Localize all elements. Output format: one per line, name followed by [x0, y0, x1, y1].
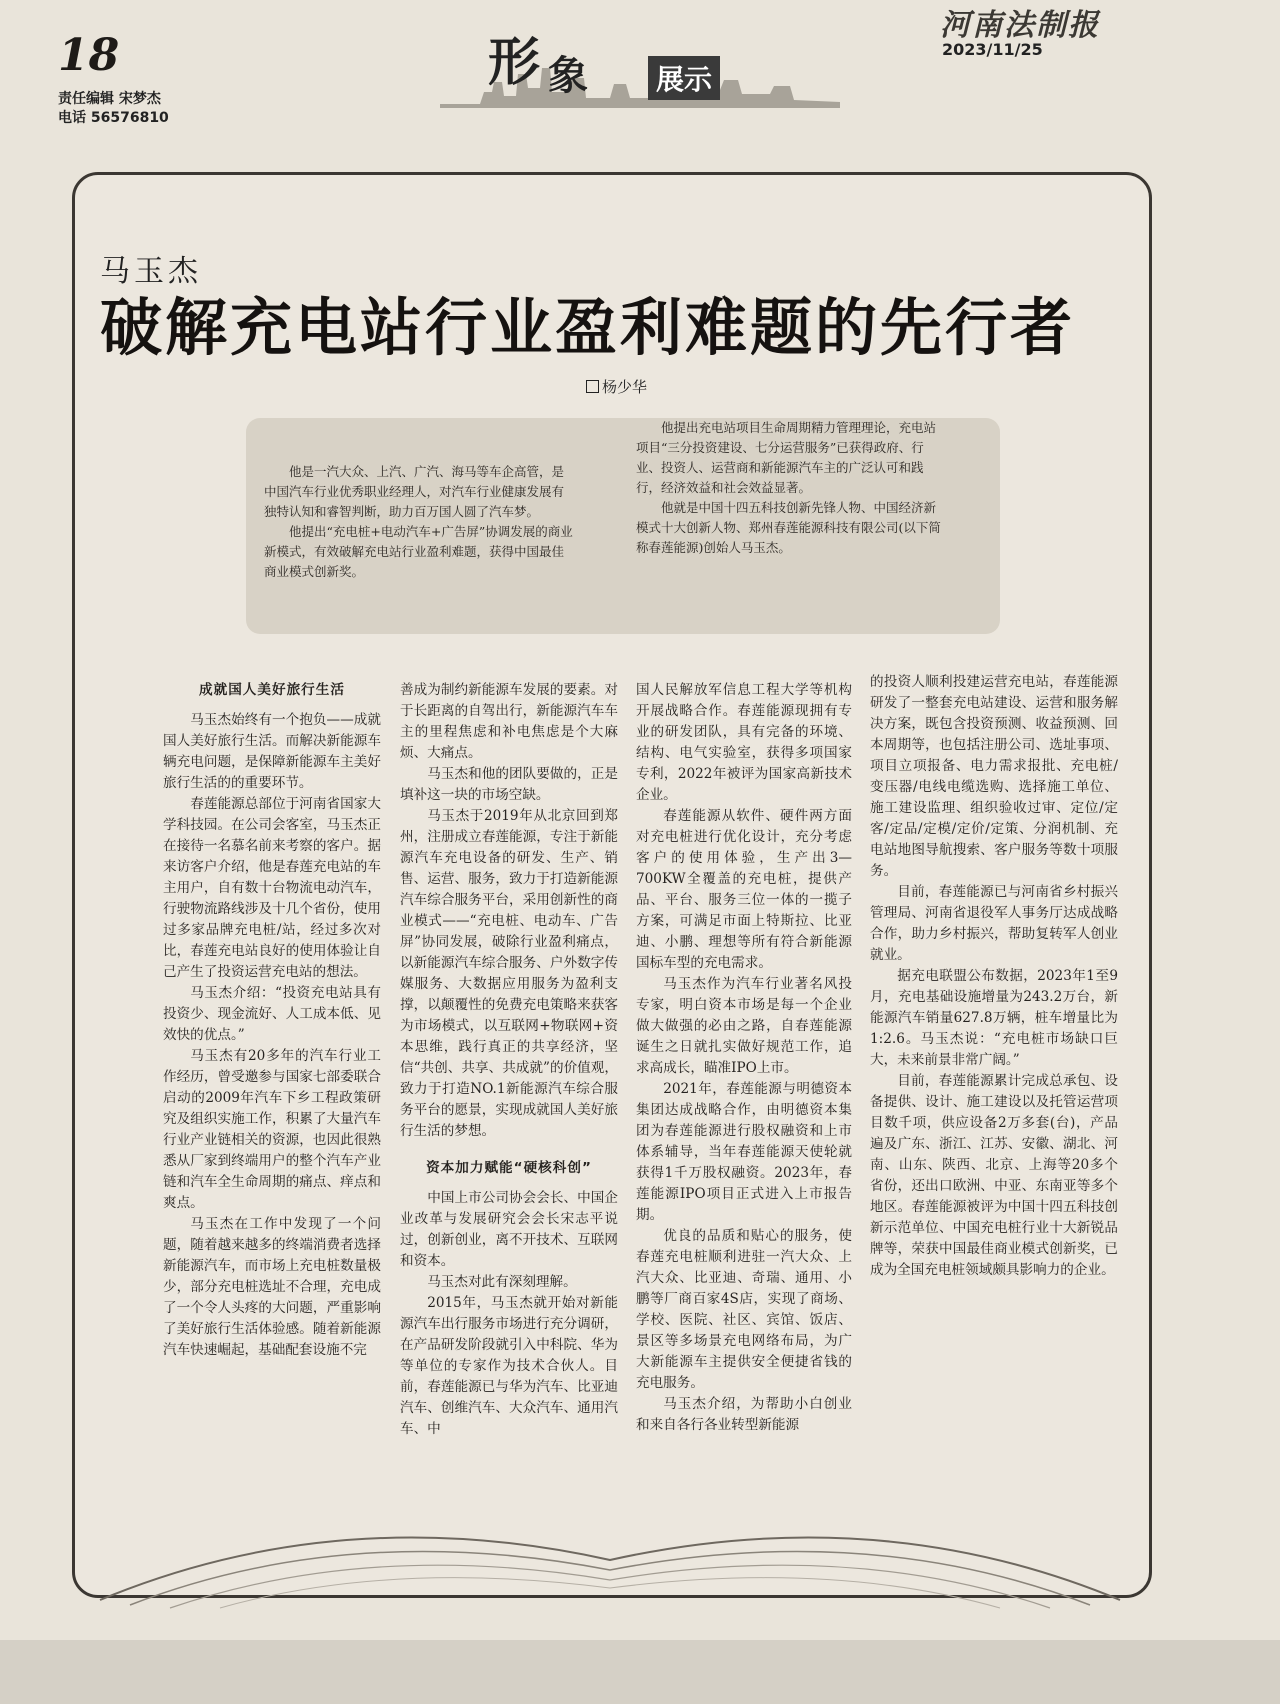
body-paragraph: 马玉杰和他的团队要做的，正是填补这一块的市场空缺。 — [400, 766, 618, 803]
body-paragraph: 马玉杰介绍，为帮助小白创业和来自各行各业转型新能源 — [636, 1396, 852, 1433]
article-subject: 马玉杰 — [100, 254, 202, 289]
section-label-box: 展示 — [648, 56, 720, 100]
body-paragraph: 目前，春莲能源已与河南省乡村振兴管理局、河南省退役军人事务厅达成战略合作，助力乡村振兴，帮助复转军人创业就业。 — [870, 884, 1118, 963]
summary-paragraph: 他就是中国十四五科技创新先锋人物、中国经济新模式十大创新人物、郑州春莲能源科技有限公司(以下简称春莲能源)创始人马玉杰。 — [636, 500, 941, 555]
body-paragraph: 春莲能源从软件、硬件两方面对充电桩进行优化设计，充分考虑客户的使用体验，生产出3—700KW全覆盖的充电桩，提供产品、平台、服务三位一体的一揽子方案，可满足市面上特斯拉、比亚迪、小鹏、理想等所有符合新能源国标车型的充电需求。 — [636, 808, 852, 971]
article-headline: 破解充电站行业盈利难题的先行者 — [100, 291, 1076, 364]
body-paragraph: 马玉杰于2019年从北京回到郑州，注册成立春莲能源，专注于新能源汽车充电设备的研发、生产、销售、运营、服务，致力于打造新能源汽车综合服务平台，采用创新性的商业模式——“充电桩、电动车、广告屏”协同发展，破除行业盈利痛点，以新能源汽车综合服务、户外数字传媒服务、大数据应用服务为盈利支撑，以颠覆性的免费充电策略来获客为市场模式，以互联网+物联网+资本思维，践行真正的共享经济，坚信“共创、共享、共成就”的价值观，致力于打造NO.1新能源汽车综合服务平台的愿景，实现成就国人美好旅行生活的梦想。 — [400, 808, 618, 1139]
section-char-1: 形 — [488, 32, 541, 93]
summary-paragraph: 他提出充电站项目生命周期精力管理理论，充电站项目“三分投资建设、七分运营服务”已获得政府、行业、投资人、运营商和新能源汽车主的广泛认可和践行，经济效益和社会效益显著。 — [636, 420, 937, 495]
page-bottom-edge — [0, 1640, 1280, 1704]
summary-left — [264, 462, 574, 582]
body-paragraph: 马玉杰作为汽车行业著名风投专家，明白资本市场是每一个企业做大做强的必由之路，自春莲能源诞生之日就扎实做好规范工作，追求高成长，瞄准IPO上市。 — [636, 976, 852, 1076]
issue-date: 2023/11/25 — [942, 40, 1043, 59]
body-paragraph: 马玉杰在工作中发现了一个问题，随着越来越多的终端消费者选择新能源汽车，而市场上充电桩数量极少，部分充电桩选址不合理，充电成了一个令人头疼的大问题，严重影响了美好旅行生活体验感。随着新能源汽车快速崛起，基础配套设施不完 — [163, 1216, 381, 1358]
page-number: 18 — [58, 30, 120, 81]
article-byline: 杨少华 — [586, 376, 647, 397]
section-heading: 成就国人美好旅行生活 — [199, 682, 345, 698]
summary-right — [636, 418, 946, 558]
newspaper-name: 河南法制报 — [940, 8, 1100, 43]
phone-line: 电话 56576810 — [58, 110, 169, 126]
body-paragraph: 春莲能源总部位于河南省国家大学科技园。在公司会客室，马玉杰正在接待一名慕名前来考察的客户。据来访客户介绍，他是春莲充电站的车主用户，自有数十台物流电动汽车，行驶物流路线涉及十几个省份，使用过多家品牌充电桩/站，经过多次对比，春莲充电站良好的使用体验让自己产生了投资运营充电站的想法。 — [163, 796, 381, 980]
editor-info — [58, 90, 169, 128]
body-column-2 — [400, 680, 618, 1440]
body-paragraph: 马玉杰对此有深刻理解。 — [427, 1274, 577, 1290]
body-paragraph: 马玉杰有20多年的汽车行业工作经历，曾受邀参与国家七部委联合启动的2009年汽车下乡工程政策研究及组织实施工作，积累了大量汽车行业产业链相关的资源，也因此很熟悉从厂家到终端用户的整个汽车产业链和汽车全生命周期的痛点、痒点和爽点。 — [163, 1048, 381, 1211]
body-paragraph: 据充电联盟公布数据，2023年1至9月，充电基础设施增量为243.2万台，新能源汽车销量627.8万辆，桩车增量比为1:2.6。马玉杰说：“充电桩市场缺口巨大，未来前景非常广阔。” — [870, 968, 1118, 1068]
summary-box — [246, 418, 1000, 634]
editor-line: 责任编辑 宋梦杰 — [58, 91, 161, 107]
section-banner-skyline — [420, 22, 860, 112]
body-paragraph: 2021年，春莲能源与明德资本集团达成战略合作，由明德资本集团为春莲能源进行股权融资和上市体系辅导，当年春莲能源天使轮就获得1千万股权融资。2023年，春莲能源IPO项目正式进入上市报告期。 — [636, 1081, 852, 1223]
summary-paragraph: 他提出“充电桩+电动汽车+广告屏”协调发展的商业新模式，有效破解充电站行业盈利难题，获得中国最佳商业模式创新奖。 — [264, 524, 573, 579]
body-column-4 — [870, 672, 1118, 1281]
body-paragraph: 马玉杰始终有一个抱负——成就国人美好旅行生活。而解决新能源车辆充电问题，是保障新能源车主美好旅行生活的的重要环节。 — [163, 712, 381, 791]
body-paragraph: 优良的品质和贴心的服务，使春莲充电桩顺利进驻一汽大众、上汽大众、比亚迪、奇瑞、通用、小鹏等厂商百家4S店，实现了商场、学校、医院、社区、宾馆、饭店、景区等多场景充电网络布局，为广大新能源车主提供安全便捷省钱的充电服务。 — [636, 1228, 852, 1391]
body-paragraph: 国人民解放军信息工程大学等机构开展战略合作。春莲能源现拥有专业的研发团队，具有完备的环境、结构、电气实验室，获得多项国家专利，2022年被评为国家高新技术企业。 — [636, 682, 852, 803]
body-paragraph: 2015年，马玉杰就开始对新能源汽车出行服务市场进行充分调研，在产品研发阶段就引入中科院、华为等单位的专家作为技术合伙人。目前，春莲能源已与华为汽车、比亚迪汽车、创维汽车、大众汽车、通用汽车、中 — [400, 1295, 618, 1437]
section-heading: 资本加力赋能“硬核科创” — [426, 1160, 592, 1176]
body-paragraph: 目前，春莲能源累计完成总承包、设备提供、设计、施工建设以及托管运营项目数千项，供应设备2万多套(台)，产品遍及广东、浙江、江苏、安徽、湖北、河南、山东、陕西、北京、上海等20多个省份，还出口欧洲、中亚、东南亚等多个地区。春莲能源被评为中国十四五科技创新示范单位、中国充电桩行业十大新锐品牌等，荣获中国最佳商业模式创新奖，已成为全国充电桩领域颇具影响力的企业。 — [870, 1073, 1118, 1278]
body-paragraph: 善成为制约新能源车发展的要素。对于长距离的自驾出行，新能源汽车车主的里程焦虑和补电焦虑是个大麻烦、大痛点。 — [400, 682, 618, 761]
body-paragraph: 中国上市公司协会会长、中国企业改革与发展研究会会长宋志平说过，创新创业，离不开技术、互联网和资本。 — [400, 1190, 618, 1269]
summary-paragraph: 他是一汽大众、上汽、广汽、海马等车企高管，是中国汽车行业优秀职业经理人，对汽车行业健康发展有独特认知和睿智判断，助力百万国人圆了汽车梦。 — [264, 464, 565, 519]
decorative-book-lines — [90, 1490, 1130, 1610]
body-paragraph: 的投资人顺利投建运营充电站，春莲能源研发了一整套充电站建设、运营和服务解决方案，既包含投资预测、收益预测、回本周期等，也包括注册公司、选址事项、项目立项报备、电力需求报批、充电桩/变压器/电线电缆选购、选择施工单位、施工建设监理、组织验收过审、定位/定客/定品/定模/定价/定策、分润机制、充电站地图导航搜索、客户服务等数十项服务。 — [870, 674, 1118, 879]
section-char-2: 象 — [548, 52, 588, 99]
body-column-1 — [163, 676, 381, 1361]
body-paragraph: 马玉杰介绍：“投资充电站具有投资少、现金流好、人工成本低、见效快的优点。” — [163, 985, 381, 1043]
body-column-3 — [636, 680, 852, 1436]
